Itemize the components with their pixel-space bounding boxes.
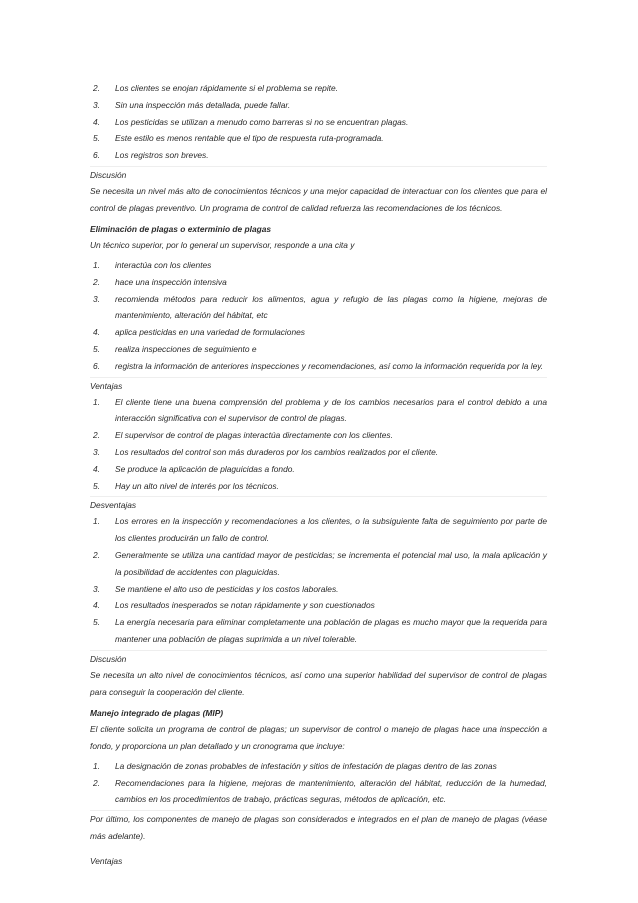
list-number: 4. xyxy=(93,600,100,611)
list-item xyxy=(90,97,547,114)
heading-eliminacion: Eliminación de plagas o exterminio de plagas xyxy=(90,223,272,234)
list-text: realiza inspecciones de seguimiento e xyxy=(115,343,257,354)
list-item xyxy=(90,341,547,358)
list-number: 3. xyxy=(93,446,100,457)
intro-eliminacion: Un técnico superior, por lo general un supervisor, responde a una cita y xyxy=(90,239,355,250)
section-label-ventajas: Ventajas xyxy=(90,377,547,394)
list-item xyxy=(90,427,547,444)
list-item xyxy=(90,114,547,131)
paragraph-discusion-2: Se necesita un alto nivel de conocimientos técnicos, así como una superior habilidad del supervisor de control de plagas para conseguir la cooperación del cliente. xyxy=(90,669,547,697)
list-text: Hay un alto nivel de interés por los técnicos. xyxy=(115,480,279,491)
section-label-desventajas: Desventajas xyxy=(90,496,547,513)
list-text: El supervisor de control de plagas interactúa directamente con los clientes. xyxy=(115,430,393,441)
list-text: El cliente tiene una buena comprensión del problema y de los cambios necesarios para el control debido a una interacción significativa con el supervisor de control de plagas. xyxy=(115,396,547,424)
list-text: Los registros son breves. xyxy=(115,150,209,161)
list-number: 1. xyxy=(93,396,100,407)
list-item xyxy=(90,775,547,809)
paragraph-discusion: Se necesita un nivel más alto de conocimientos técnicos y una mejor capacidad de interactuar con los clientes que para el control de plagas preventivo. Un programa de control de calidad refuerza las recomendaciones de los técnicos. xyxy=(90,185,547,213)
list-text: Los resultados inesperados se notan rápidamente y son cuestionados xyxy=(115,600,375,611)
list-number: 2. xyxy=(93,549,100,560)
list-text: Los clientes se enojan rápidamente si el problema se repite. xyxy=(115,83,338,93)
list-item xyxy=(90,581,547,598)
list-number: 2. xyxy=(93,777,100,788)
list-text: Generalmente se utiliza una cantidad mayor de pesticidas; se incrementa el potencial mal uso, la mala aplicación y la posibilidad de accidentes con plaguicidas. xyxy=(115,549,547,577)
list-number: 5. xyxy=(93,480,100,491)
list-item xyxy=(90,257,547,274)
list-text: registra la información de anteriores inspecciones y recomendaciones, así como la información requerida por la ley. xyxy=(115,360,544,371)
list-text: La energía necesaria para eliminar completamente una población de plagas es mucho mayor que la requerida para mantener una población de plagas suprimida a un nivel tolerable. xyxy=(115,617,547,644)
heading-mip: Manejo integrado de plagas (MIP) xyxy=(90,707,224,718)
list-number: 2. xyxy=(93,276,100,287)
paragraph-closing-mip: Por último, los componentes de manejo de plagas son considerados e integrados en el plan de manejo de plagas (véase más adelante). xyxy=(90,810,547,845)
list-number: 3. xyxy=(93,99,100,110)
intro-mip: El cliente solicita un programa de control de plagas; un supervisor de control o manejo de plagas hace una inspección a fondo, y proporciona un plan detallado y un cronograma que incluye: xyxy=(90,723,547,751)
list-number: 5. xyxy=(93,343,100,354)
list-text: La designación de zonas probables de infestación y sitios de infestación de plagas dentro de las zonas xyxy=(115,760,497,771)
list-number: 4. xyxy=(93,327,100,338)
list-number: 4. xyxy=(93,463,100,474)
list-number: 1. xyxy=(93,259,100,270)
list-text: recomienda métodos para reducir los alimentos, agua y refugio de las plagas como la higiene, mejoras de mantenimiento, alteración del hábitat, etc xyxy=(115,293,547,321)
list-item xyxy=(90,324,547,341)
list-mip xyxy=(90,758,547,808)
section-label-discusion-2: Discusión xyxy=(90,650,547,667)
list-text: Se produce la aplicación de plaguicidas a fondo. xyxy=(115,463,295,474)
list-number: 6. xyxy=(93,360,100,371)
list-number: 6. xyxy=(93,150,100,161)
list-item xyxy=(90,758,547,775)
list-top xyxy=(90,80,547,164)
section-label-discusion: Discusión xyxy=(90,166,547,183)
list-number: 5. xyxy=(93,133,100,144)
list-text: aplica pesticidas en una variedad de formulaciones xyxy=(115,327,305,338)
list-text: hace una inspección intensiva xyxy=(115,276,227,287)
list-text: Los errores en la inspección y recomendaciones a los clientes, o la subsiguiente falta de seguimiento por parte de los clientes producirán un fallo de control. xyxy=(115,516,547,544)
list-text: Los resultados del control son más duraderos por los cambios realizados por el cliente. xyxy=(115,446,439,457)
list-number: 4. xyxy=(93,116,100,127)
list-item xyxy=(90,461,547,478)
list-text: Recomendaciones para la higiene, mejoras de mantenimiento, alteración del hábitat, reducción de la humedad, cambios en los procedimientos de trabajo, prácticas seguras, métodos de aplicación, etc. xyxy=(115,777,547,805)
list-number: 3. xyxy=(93,583,100,594)
list-number: 3. xyxy=(93,293,100,304)
list-item xyxy=(90,597,547,614)
list-number: 1. xyxy=(93,760,100,771)
list-item xyxy=(90,513,547,547)
list-text: Se mantiene el alto uso de pesticidas y los costos laborales. xyxy=(115,583,339,594)
list-number: 2. xyxy=(93,83,100,93)
list-number: 2. xyxy=(93,430,100,441)
list-ventajas xyxy=(90,394,547,495)
list-desventajas xyxy=(90,513,547,647)
list-item xyxy=(90,147,547,164)
list-item xyxy=(90,444,547,461)
list-item xyxy=(90,80,547,97)
document-body xyxy=(90,80,547,870)
list-eliminacion xyxy=(90,257,547,375)
list-text: Sin una inspección más detallada, puede fallar. xyxy=(115,99,291,110)
list-item xyxy=(90,614,547,648)
list-item xyxy=(90,291,547,325)
list-number: 5. xyxy=(93,617,100,628)
list-text: interactúa con los clientes xyxy=(115,259,212,270)
list-item xyxy=(90,274,547,291)
list-item xyxy=(90,478,547,495)
list-text: Los pesticidas se utilizan a menudo como barreras si no se encuentran plagas. xyxy=(115,116,409,127)
list-item xyxy=(90,130,547,147)
list-item xyxy=(90,394,547,428)
section-label-ventajas-2: Ventajas xyxy=(90,856,123,867)
list-text: Este estilo es menos rentable que el tipo de respuesta ruta-programada. xyxy=(115,133,384,144)
list-item xyxy=(90,358,547,375)
list-number: 1. xyxy=(93,516,100,527)
list-item xyxy=(90,547,547,581)
